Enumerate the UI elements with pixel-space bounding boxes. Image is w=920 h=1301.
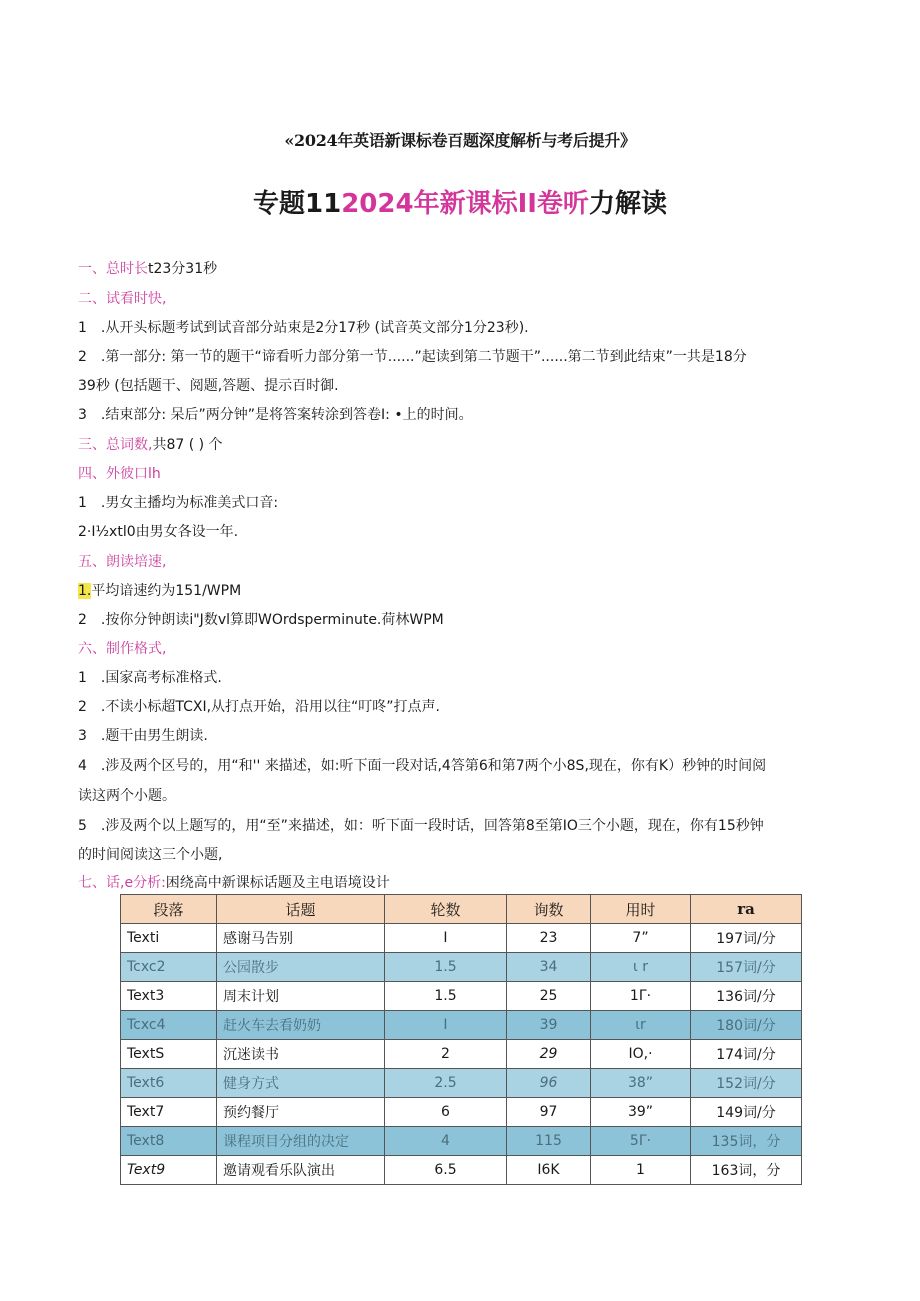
- list-item: [78, 580, 241, 600]
- cell-turns: 2: [385, 1040, 507, 1069]
- list-item: 1 .从开头标题考试到试音部分站束是2分17秒 (试音英文部分1分23秒).: [78, 320, 529, 336]
- title-part-1: 专题11: [253, 189, 342, 219]
- table-row: [121, 1011, 802, 1040]
- cell-duration: 38”: [591, 1069, 691, 1098]
- cell-duration: 7”: [591, 924, 691, 953]
- col-header-topic: 话题: [217, 895, 385, 924]
- section-topic-analysis: [78, 872, 390, 892]
- cell-turns: 1.5: [385, 982, 507, 1011]
- cell-words: 115: [507, 1127, 591, 1156]
- cell-topic: 课程项目分组的决定: [217, 1127, 385, 1156]
- cell-turns: 4: [385, 1127, 507, 1156]
- title-part-2: 2024年新课标II卷听: [341, 189, 589, 219]
- list-item: 读这两个小题。: [78, 788, 176, 804]
- cell-turns: 6: [385, 1098, 507, 1127]
- list-item: 的时间阅读这三个小题,: [78, 847, 223, 863]
- cell-rate: 174词/分: [691, 1040, 802, 1069]
- cell-topic: 沉迷读书: [217, 1040, 385, 1069]
- cell-turns: I: [385, 1011, 507, 1040]
- book-title: «2024年英语新课标卷百题深度解析与考后提升》: [284, 131, 636, 150]
- list-item-text: 平均谙速约为151/WPM: [91, 583, 242, 599]
- cell-words: I6K: [507, 1156, 591, 1185]
- section-value: 困绕高中新课标话题及主电语境设计: [165, 875, 390, 891]
- cell-topic: 健身方式: [217, 1069, 385, 1098]
- cell-words: 96: [507, 1069, 591, 1098]
- cell-turns: 6.5: [385, 1156, 507, 1185]
- table-row: [121, 1069, 802, 1098]
- section-label: 七、话,e分析:: [78, 875, 166, 891]
- cell-rate: 136词/分: [691, 982, 802, 1011]
- section-format: 六、制作格式,: [78, 641, 167, 657]
- cell-section: Text9: [121, 1156, 217, 1185]
- cell-words: 34: [507, 953, 591, 982]
- cell-words: 39: [507, 1011, 591, 1040]
- cell-duration: 39”: [591, 1098, 691, 1127]
- col-header-duration: 用时: [591, 895, 691, 924]
- cell-section: Text8: [121, 1127, 217, 1156]
- table-row: [121, 953, 802, 982]
- section-speakers: 四、外彼口lh: [78, 466, 161, 482]
- table-row: [121, 1098, 802, 1127]
- table-row: [121, 1127, 802, 1156]
- cell-rate: 157词/分: [691, 953, 802, 982]
- cell-topic: 邀请观看乐队演出: [217, 1156, 385, 1185]
- cell-turns: 2.5: [385, 1069, 507, 1098]
- cell-duration: 5Γ·: [591, 1127, 691, 1156]
- col-header-rate: ra: [691, 895, 802, 924]
- col-header-words: 询数: [507, 895, 591, 924]
- cell-rate: 180词/分: [691, 1011, 802, 1040]
- cell-topic: 赶火车去看奶奶: [217, 1011, 385, 1040]
- cell-rate: 149词/分: [691, 1098, 802, 1127]
- cell-section: TextS: [121, 1040, 217, 1069]
- cell-rate: 197词/分: [691, 924, 802, 953]
- table-row: [121, 924, 802, 953]
- cell-section: Texti: [121, 924, 217, 953]
- cell-words: 97: [507, 1098, 591, 1127]
- cell-turns: I: [385, 924, 507, 953]
- cell-topic: 公园散步: [217, 953, 385, 982]
- cell-topic: 周末计划: [217, 982, 385, 1011]
- list-item: 1 .国家高考标准格式.: [78, 670, 222, 686]
- section-trial-timing: 二、试看时快,: [78, 291, 167, 307]
- cell-duration: ιr: [591, 1011, 691, 1040]
- section-word-count: [78, 434, 223, 454]
- cell-duration: 1Γ·: [591, 982, 691, 1011]
- title-part-3: 力解读: [588, 189, 667, 219]
- table-header-row: [121, 895, 802, 924]
- cell-words: 23: [507, 924, 591, 953]
- cell-rate: 152词/分: [691, 1069, 802, 1098]
- analysis-table: [120, 894, 802, 1185]
- cell-section: Text7: [121, 1098, 217, 1127]
- list-item: 4 .涉及两个区号的，用“和'' 来描述，如:听下面一段对话,4答第6和第7两个小8S,现在，你有K）秒钟的时间阅: [78, 758, 767, 774]
- list-item: 2 .不读小标超TCXI,从打点开始，沿用以往“叮咚”打点声.: [78, 699, 440, 715]
- col-header-section: 段落: [121, 895, 217, 924]
- list-item: 39秒 (包括题干、阅题,答题、提示百时御.: [78, 378, 339, 394]
- cell-section: Tcxc2: [121, 953, 217, 982]
- cell-section: Text6: [121, 1069, 217, 1098]
- section-total-duration: [78, 258, 217, 278]
- cell-duration: IO,·: [591, 1040, 691, 1069]
- list-item: 3 .题干由男生朗读.: [78, 728, 208, 744]
- cell-section: Tcxc4: [121, 1011, 217, 1040]
- cell-rate: 163词，分: [691, 1156, 802, 1185]
- table-row: [121, 982, 802, 1011]
- document-title: [0, 183, 920, 220]
- cell-words: 29: [507, 1040, 591, 1069]
- list-item: 3 .结束部分: 呆后”两分钟”是将答案转涂到答卷I: •上的时间。: [78, 407, 473, 423]
- section-label: 三、总词数,: [78, 437, 153, 453]
- section-value: t23分31秒: [148, 261, 218, 277]
- list-item: 2 .第一部分: 第一节的题干“谛看听力部分第一节......”起读到第二节题干”......第二节到此结束”一共是18分: [78, 349, 747, 365]
- cell-rate: 135词，分: [691, 1127, 802, 1156]
- col-header-turns: 轮数: [385, 895, 507, 924]
- cell-words: 25: [507, 982, 591, 1011]
- cell-section: Text3: [121, 982, 217, 1011]
- cell-topic: 感谢马告别: [217, 924, 385, 953]
- table-row: [121, 1040, 802, 1069]
- cell-turns: 1.5: [385, 953, 507, 982]
- list-item: 2·I½xtl0由男女各设一年.: [78, 524, 239, 540]
- highlight-marker: 1.: [78, 583, 92, 599]
- list-item: 2 .按你分钟朗读i"J数vl算即WOrdsperminute.荷林WPM: [78, 612, 444, 628]
- section-reading-speed: 五、朗读培速,: [78, 554, 167, 570]
- cell-duration: 1: [591, 1156, 691, 1185]
- list-item: 5 .涉及两个以上题写的，用“至”来描述，如：听下面一段时话，回答第8至第IO三个小题，现在，你有15秒钟: [78, 818, 764, 834]
- section-label: 一、总时长: [78, 261, 148, 277]
- table-row: [121, 1156, 802, 1185]
- section-value: 共87 ( ) 个: [152, 437, 223, 453]
- cell-duration: ι r: [591, 953, 691, 982]
- cell-topic: 预约餐厅: [217, 1098, 385, 1127]
- list-item: 1 .男女主播均为标准美式口音:: [78, 495, 279, 511]
